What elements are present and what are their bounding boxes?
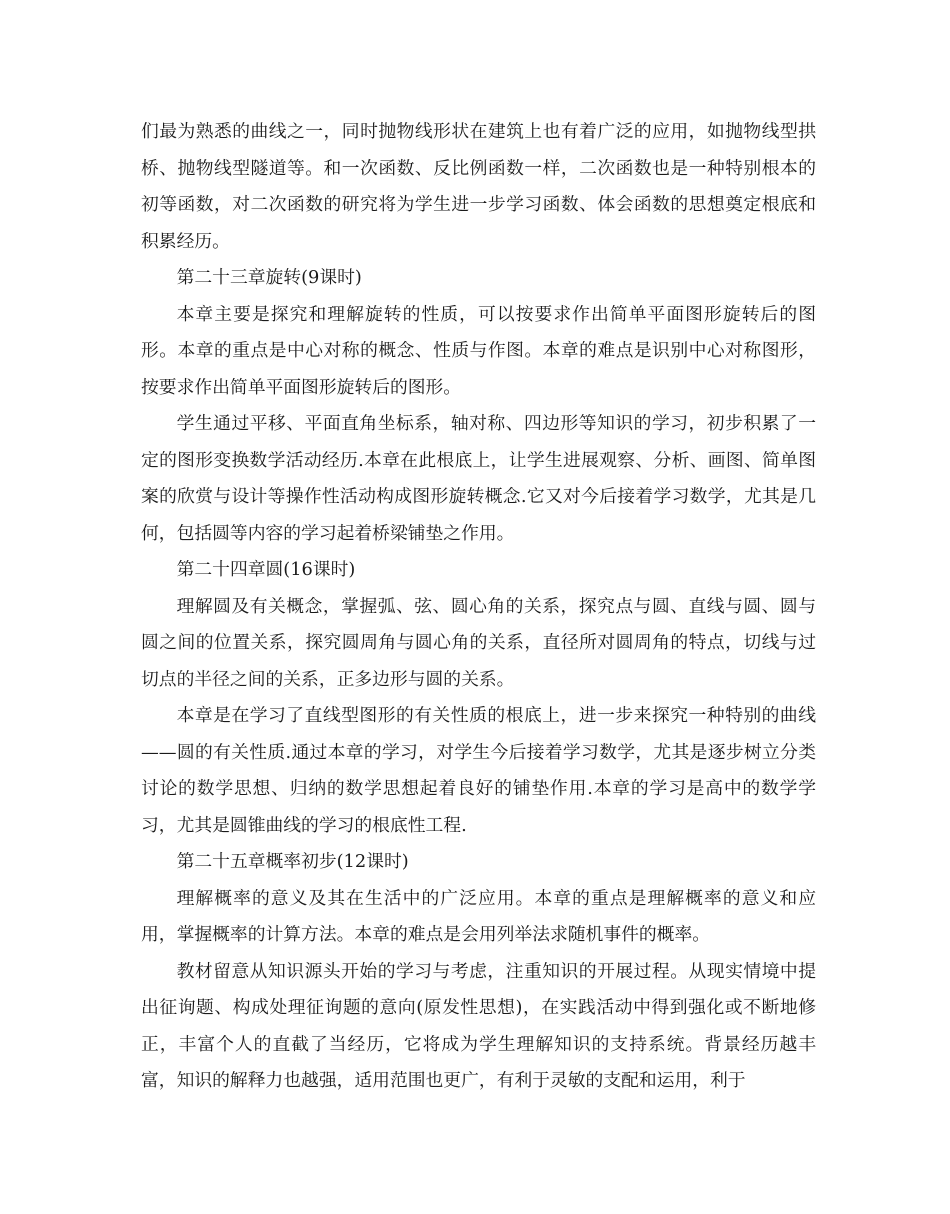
chapter-23-heading: 第二十三章旋转(9课时) — [176, 267, 362, 288]
paragraph: 学生通过平移、平面直角坐标系，轴对称、四边形等知识的学习，初步积累了一定的图形变换数学活动经历.本章在此根底上，让学生进展观察、分析、画图、简单图案的欣赏与设计等操作性活动构成图形旋转概念.它又对今后接着学习数学，尤其是几何，包括圆等内容的学习起着桥梁铺垫之作用。 — [141, 413, 816, 544]
paragraph: 理解圆及有关概念，掌握弧、弦、圆心角的关系，探究点与圆、直线与圆、圆与圆之间的位置关系，探究圆周角与圆心角的关系，直径所对圆周角的特点，切线与过切点的半径之间的关系，正多边形与圆的关系。 — [141, 595, 816, 690]
chapter-24-heading: 第二十四章圆(16课时) — [176, 559, 356, 580]
body-text — [141, 114, 816, 1100]
paragraph: 本章是在学习了直线型图形的有关性质的根底上，进一步来探究一种特别的曲线——圆的有关性质.通过本章的学习，对学生今后接着学习数学，尤其是逐步树立分类讨论的数学思想、归纳的数学思想起着良好的铺垫作用.本章的学习是高中的数学学习，尤其是圆锥曲线的学习的根底性工程. — [141, 705, 816, 836]
paragraph: 本章主要是探究和理解旋转的性质，可以按要求作出简单平面图形旋转后的图形。本章的重点是中心对称的概念、性质与作图。本章的难点是识别中心对称图形，按要求作出简单平面图形旋转后的图形。 — [141, 303, 816, 398]
chapter-25-heading: 第二十五章概率初步(12课时) — [176, 851, 409, 872]
paragraph: 理解概率的意义及其在生活中的广泛应用。本章的重点是理解概率的意义和应用，掌握概率的计算方法。本章的难点是会用列举法求随机事件的概率。 — [141, 887, 816, 945]
paragraph: 教材留意从知识源头开始的学习与考虑，注重知识的开展过程。从现实情境中提出征询题、构成处理征询题的意向(原发性思想)，在实践活动中得到强化或不断地修正，丰富个人的直截了当经历，它将成为学生理解知识的支持系统。背景经历越丰富，知识的解释力也越强，适用范围也更广，有利于灵敏的支配和运用，利于 — [141, 960, 816, 1091]
paragraph-continuation: 们最为熟悉的曲线之一，同时抛物线形状在建筑上也有着广泛的应用，如抛物线型拱桥、抛物线型隧道等。和一次函数、反比例函数一样，二次函数也是一种特别根本的初等函数，对二次函数的研究将为学生进一步学习函数、体会函数的思想奠定根底和积累经历。 — [141, 121, 816, 252]
